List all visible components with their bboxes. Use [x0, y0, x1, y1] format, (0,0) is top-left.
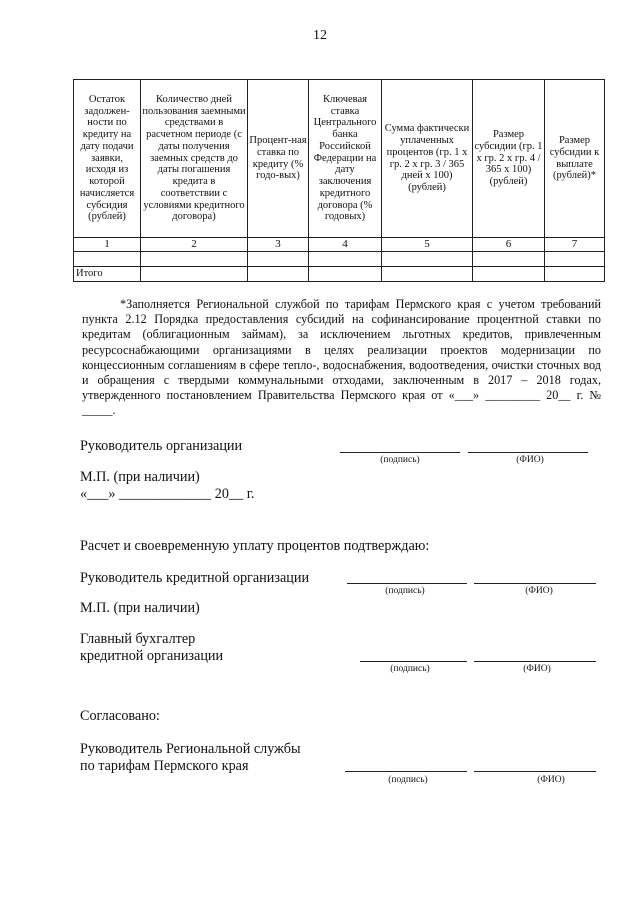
- name-caption: (ФИО): [523, 664, 551, 674]
- table-header-row: [74, 80, 605, 238]
- org-head-label: Руководитель организации: [80, 438, 243, 454]
- name-caption: (ФИО): [516, 455, 544, 465]
- name-line: [474, 771, 596, 772]
- column-number: 2: [141, 238, 248, 252]
- signature-line: [345, 771, 467, 772]
- accountant-label-1: Главный бухгалтер: [80, 631, 196, 647]
- table-cell: [248, 267, 309, 282]
- header-interest-paid: Сумма фактически уплаченных процентов (гр. 1 x гр. 2 x гр. 3 / 365 дней x 100) (рублей): [382, 80, 473, 238]
- name-caption: (ФИО): [537, 775, 565, 785]
- signature-line: [360, 661, 467, 662]
- table-cell: [74, 252, 141, 267]
- table-cell: [545, 252, 605, 267]
- signature-caption: (подпись): [385, 586, 425, 596]
- header-subsidy-size: Размер субсидии (гр. 1 x гр. 2 x гр. 4 / 365 x 100) (рублей): [473, 80, 545, 238]
- column-number: 7: [545, 238, 605, 252]
- name-line: [474, 583, 596, 584]
- page-number: 12: [313, 28, 327, 43]
- column-number: 6: [473, 238, 545, 252]
- column-number-row: [74, 238, 605, 252]
- footnote: [82, 297, 601, 419]
- credit-stamp-label: М.П. (при наличии): [80, 600, 200, 616]
- table-cell: [382, 252, 473, 267]
- table-cell: [309, 267, 382, 282]
- table-cell: [141, 252, 248, 267]
- header-interest-rate: Процент-ная ставка по кредиту (% годо-вых): [248, 80, 309, 238]
- signature-line: [347, 583, 467, 584]
- column-number: 4: [309, 238, 382, 252]
- subsidy-table: [73, 79, 605, 282]
- date-line: «___» _____________ 20__ г.: [80, 486, 255, 502]
- signature-line: [340, 452, 460, 453]
- stamp-label: М.П. (при наличии): [80, 469, 200, 485]
- credit-head-label: Руководитель кредитной организации: [80, 570, 310, 586]
- table-cell: [473, 252, 545, 267]
- service-head-label-2: по тарифам Пермского края: [80, 758, 249, 774]
- signature-caption: (подпись): [390, 664, 430, 674]
- table-cell: [309, 252, 382, 267]
- table-cell: [382, 267, 473, 282]
- header-days: Количество дней пользования заемными средствами в расчетном периоде (с даты получения заемных средств до даты погашения кредита в соответствии с условиями кредитного договора): [141, 80, 248, 238]
- column-number: 3: [248, 238, 309, 252]
- name-line: [474, 661, 596, 662]
- column-number: 5: [382, 238, 473, 252]
- header-subsidy-payout: Размер субсидии к выплате (рублей)*: [545, 80, 605, 238]
- column-number: 1: [74, 238, 141, 252]
- table-row: [74, 252, 605, 267]
- total-row: [74, 267, 605, 282]
- table-cell: [141, 267, 248, 282]
- header-key-rate: Ключевая ставка Центрального банка Российской Федерации на дату заключения кредитного договора (% годовых): [309, 80, 382, 238]
- total-label: Итого: [74, 267, 141, 282]
- name-caption: (ФИО): [525, 586, 553, 596]
- footnote-text: *Заполняется Региональной службой по тарифам Пермского края с учетом требований пункта 2.12 Порядка предоставления субсидий на софинансирование процентной ставки по кредитам (облигационным займам), за исключением льготных кредитов, привлеченным ресурсоснабжающими организациями в целях реализации проектов модернизации по концессионным соглашениям в сфере тепло-, водоснабжения, водоотведения, очистки сточных вод и обращения с твердыми коммунальными отходами, заключенным в 2017 – 2018 годах, утвержденного постановлением Правительства Пермского края от «___» _________ 20__ г. № _____.: [82, 297, 601, 418]
- table-cell: [545, 267, 605, 282]
- accountant-label-2: кредитной организации: [80, 648, 224, 664]
- signature-caption: (подпись): [388, 775, 428, 785]
- agreed-label: Согласовано:: [80, 708, 160, 724]
- table-cell: [248, 252, 309, 267]
- signature-caption: (подпись): [380, 455, 420, 465]
- table-cell: [473, 267, 545, 282]
- service-head-label-1: Руководитель Региональной службы: [80, 741, 301, 757]
- header-debt-balance: Остаток задолжен-ности по кредиту на дату подачи заявки, исходя из которой начисляется субсидия (рублей): [74, 80, 141, 238]
- name-line: [468, 452, 588, 453]
- confirm-label: Расчет и своевременную уплату процентов подтверждаю:: [80, 538, 430, 554]
